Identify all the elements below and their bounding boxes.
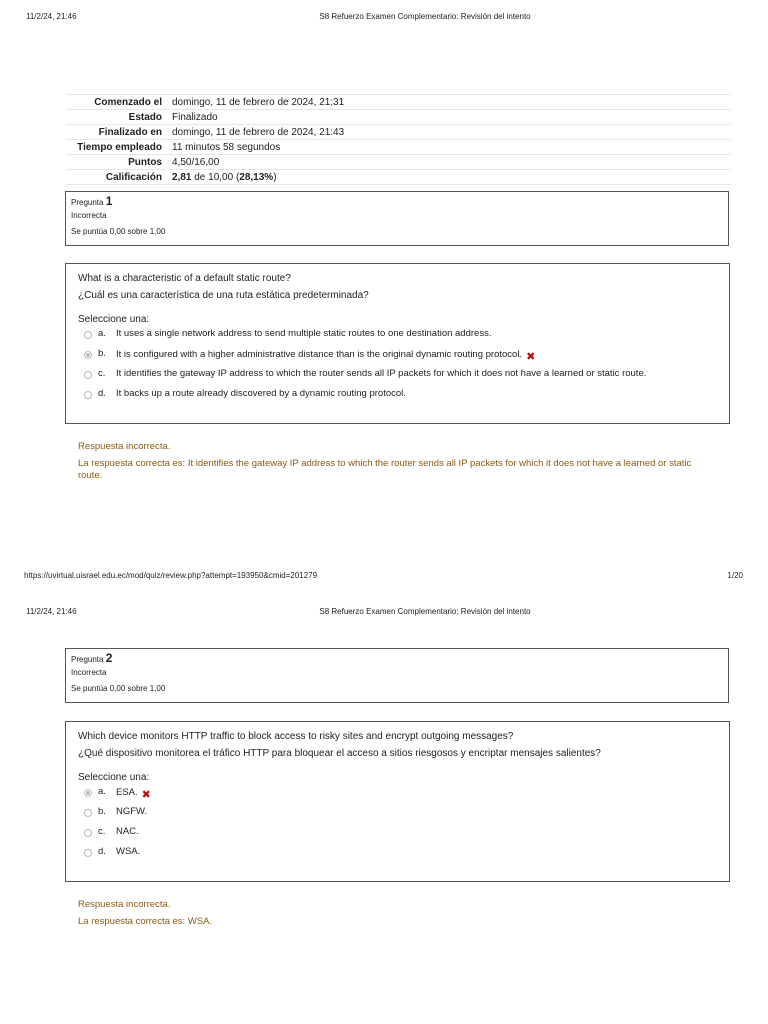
option-letter: b. [98, 348, 106, 359]
question-text-es: ¿Qué dispositivo monitorea el tráfico HTTP para bloquear el acceso a sitios riesgosos y encriptar mensajes salientes? [78, 748, 601, 759]
option-text: It is configured with a higher administrative distance than is the original dynamic routing protocol. [116, 349, 523, 360]
summary-row [66, 110, 731, 125]
option-text: It uses a single network address to send multiple static routes to one destination address. [116, 328, 492, 339]
select-prompt: Seleccione una: [78, 314, 150, 325]
answer-option-b[interactable] [78, 805, 717, 825]
question-prefix: Pregunta [71, 655, 106, 664]
question-info-1 [65, 191, 729, 246]
grade-label: Calificación [66, 170, 168, 185]
option-text: It identifies the gateway IP address to which the router sends all IP packets for which it does not have a learned or static route. [116, 368, 647, 379]
option-letter: a. [98, 328, 106, 339]
grade-score: 2,81 [172, 171, 192, 183]
question-number: 1 [105, 194, 113, 208]
radio-button[interactable] [84, 331, 92, 339]
question-number-line [71, 653, 723, 665]
summary-label: Estado [66, 110, 168, 125]
radio-button[interactable] [84, 829, 92, 837]
summary-value: domingo, 11 de febrero de 2024, 21:31 [168, 95, 731, 110]
answer-option-c[interactable] [78, 825, 717, 845]
answer-option-d[interactable] [78, 387, 717, 407]
page-number: 1/20 [727, 571, 743, 580]
summary-value: 11 minutos 58 segundos [168, 140, 731, 155]
grade-value [168, 170, 731, 185]
question-score: Se puntúa 0,00 sobre 1,00 [71, 684, 166, 693]
print-title: S8 Refuerzo Examen Complementario: Revisión del intento [319, 12, 531, 21]
page-url: https://uvirtual.uisrael.edu.ec/mod/quiz/review.php?attempt=193950&cmid=201279 [24, 571, 318, 580]
option-letter: d. [98, 846, 106, 857]
option-text: NAC. [116, 826, 139, 837]
summary-row [66, 140, 731, 155]
question-body-1 [65, 263, 730, 424]
answer-option-c[interactable] [78, 367, 717, 387]
summary-row [66, 155, 731, 170]
attempt-summary-table [66, 94, 731, 185]
summary-value: domingo, 11 de febrero de 2024, 21:43 [168, 125, 731, 140]
summary-label: Finalizado en [66, 125, 168, 140]
summary-row-grade [66, 170, 731, 185]
radio-button-selected[interactable] [84, 351, 92, 359]
feedback-correct-answer: La respuesta correcta es: It identifies the gateway IP address to which the router sends all IP packets for which it does not have a learned or static route. [78, 458, 692, 481]
question-status: Incorrecta [71, 211, 107, 220]
summary-label: Tiempo empleado [66, 140, 168, 155]
grade-end: ) [273, 171, 277, 183]
radio-button[interactable] [84, 391, 92, 399]
radio-button[interactable] [84, 371, 92, 379]
print-date: 11/2/24, 21:46 [26, 607, 77, 616]
feedback-result: Respuesta incorrecta. [78, 441, 171, 452]
question-text-en: What is a characteristic of a default static route? [78, 273, 291, 284]
answer-option-a[interactable] [78, 785, 717, 805]
answer-option-a[interactable] [78, 327, 717, 347]
question-info-2 [65, 648, 729, 703]
question-body-2 [65, 721, 730, 882]
question-score: Se puntúa 0,00 sobre 1,00 [71, 227, 166, 236]
question-number: 2 [105, 651, 113, 665]
grade-mid: de 10,00 ( [191, 171, 240, 183]
option-text: ESA. [116, 787, 138, 798]
summary-row [66, 95, 731, 110]
print-date: 11/2/24, 21:46 [26, 12, 77, 21]
radio-button[interactable] [84, 809, 92, 817]
option-text: WSA. [116, 846, 141, 857]
question-text-en: Which device monitors HTTP traffic to block access to risky sites and encrypt outgoing messages? [78, 731, 514, 742]
question-feedback-2 [78, 899, 718, 933]
cross-icon: ✖ [526, 351, 536, 363]
option-letter: a. [98, 786, 106, 797]
option-letter: c. [98, 826, 106, 837]
answer-option-d[interactable] [78, 845, 717, 865]
feedback-correct-answer: La respuesta correcta es: WSA. [78, 916, 213, 927]
answer-option-b[interactable] [78, 347, 717, 367]
cross-icon: ✖ [141, 789, 151, 801]
grade-percent: 28,13% [239, 171, 274, 183]
option-text-wrap [116, 785, 151, 800]
summary-label: Puntos [66, 155, 168, 170]
option-letter: d. [98, 388, 106, 399]
option-letter: c. [98, 368, 106, 379]
summary-row [66, 125, 731, 140]
question-number-line [71, 196, 723, 208]
option-text-wrap [116, 347, 535, 362]
summary-label: Comenzado el [66, 95, 168, 110]
question-prefix: Pregunta [71, 198, 106, 207]
select-prompt: Seleccione una: [78, 772, 150, 783]
option-letter: b. [98, 806, 106, 817]
summary-value: 4,50/16,00 [168, 155, 731, 170]
question-text-es: ¿Cuál es una característica de una ruta estática predeterminada? [78, 290, 369, 301]
option-text: NGFW. [116, 806, 148, 817]
summary-value: Finalizado [168, 110, 731, 125]
option-text: It backs up a route already discovered by a dynamic routing protocol. [116, 388, 406, 399]
radio-button-selected[interactable] [84, 789, 92, 797]
print-title: S8 Refuerzo Examen Complementario: Revisión del intento [319, 607, 531, 616]
radio-button[interactable] [84, 849, 92, 857]
question-feedback-1 [78, 441, 718, 487]
feedback-result: Respuesta incorrecta. [78, 899, 171, 910]
question-status: Incorrecta [71, 668, 107, 677]
